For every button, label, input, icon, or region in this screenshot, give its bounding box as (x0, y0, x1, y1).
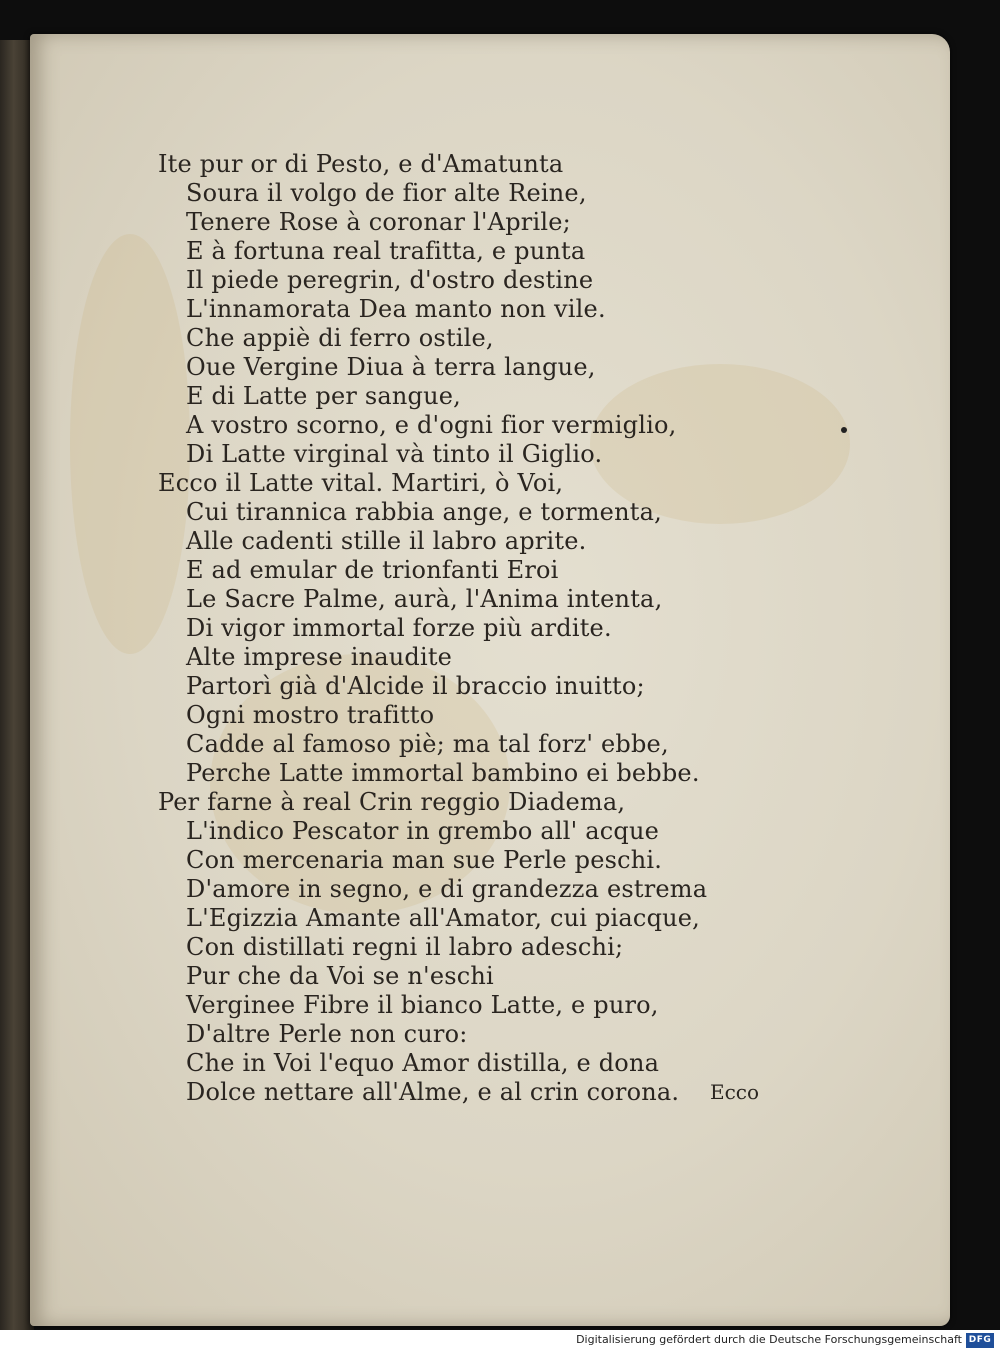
poem-line: A vostro scorno, e d'ogni fior vermiglio, (186, 411, 677, 439)
poem-line: Alte imprese inaudite (186, 643, 453, 671)
poem-line: Di vigor immortal forze più ardite. (186, 614, 612, 642)
book-page (30, 34, 950, 1326)
poem-line: E di Latte per sangue, (186, 382, 461, 410)
poem-line: Perche Latte immortal bambino ei bebbe. (186, 759, 700, 787)
poem-line: Con distillati regni il labro adeschi; (186, 933, 624, 961)
poem-line: Soura il volgo de fior alte Reine, (186, 179, 587, 207)
poem-line: Verginee Fibre il bianco Latte, e puro, (186, 991, 659, 1019)
poem-line: Ite pur or di Pesto, e d'Amatunta (158, 150, 564, 178)
book-gutter (0, 40, 34, 1330)
funding-credit: Digitalisierung gefördert durch die Deutsche Forschungsgemeinschaft (576, 1333, 962, 1346)
poem-line: Tenere Rose à coronar l'Aprile; (186, 208, 571, 236)
poem-line: Le Sacre Palme, aurà, l'Anima intenta, (186, 585, 663, 613)
dfg-logo: DFG (966, 1333, 994, 1348)
ink-mark (841, 427, 847, 433)
footer-bar (0, 1330, 1000, 1352)
poem-line: D'amore in segno, e di grandezza estrema (186, 875, 708, 903)
poem-line: Il piede peregrin, d'ostro destine (186, 266, 594, 294)
poem-line: E ad emular de trionfanti Eroi (186, 556, 559, 584)
catchword: Ecco (710, 1080, 760, 1104)
poem-line: Ogni mostro trafitto (186, 701, 435, 729)
poem-line: Cadde al famoso piè; ma tal forz' ebbe, (186, 730, 669, 758)
poem-line: Di Latte virginal và tinto il Giglio. (186, 440, 603, 468)
poem-text (30, 34, 950, 1326)
poem-line: Partorì già d'Alcide il braccio inuitto; (186, 672, 645, 700)
poem-line: E à fortuna real trafitta, e punta (186, 237, 586, 265)
poem-line: Con mercenaria man sue Perle peschi. (186, 846, 663, 874)
poem-line: Che appiè di ferro ostile, (186, 324, 494, 352)
poem-line: L'Egizzia Amante all'Amator, cui piacque, (186, 904, 701, 932)
poem-line: L'innamorata Dea manto non vile. (186, 295, 606, 323)
poem-line: Pur che da Voi se n'eschi (186, 962, 494, 990)
poem-line: Che in Voi l'equo Amor distilla, e dona (186, 1049, 660, 1077)
poem-line: Oue Vergine Diua à terra langue, (186, 353, 596, 381)
poem-line: Cui tirannica rabbia ange, e tormenta, (186, 498, 662, 526)
poem-line: Alle cadenti stille il labro aprite. (186, 527, 587, 555)
poem-line: Dolce nettare all'Alme, e al crin corona. (186, 1078, 680, 1106)
poem-line: L'indico Pescator in grembo all' acque (186, 817, 660, 845)
poem-line: Ecco il Latte vital. Martiri, ò Voi, (158, 469, 564, 497)
poem-line: Per farne à real Crin reggio Diadema, (158, 788, 626, 816)
poem-line: D'altre Perle non curo: (186, 1020, 468, 1048)
